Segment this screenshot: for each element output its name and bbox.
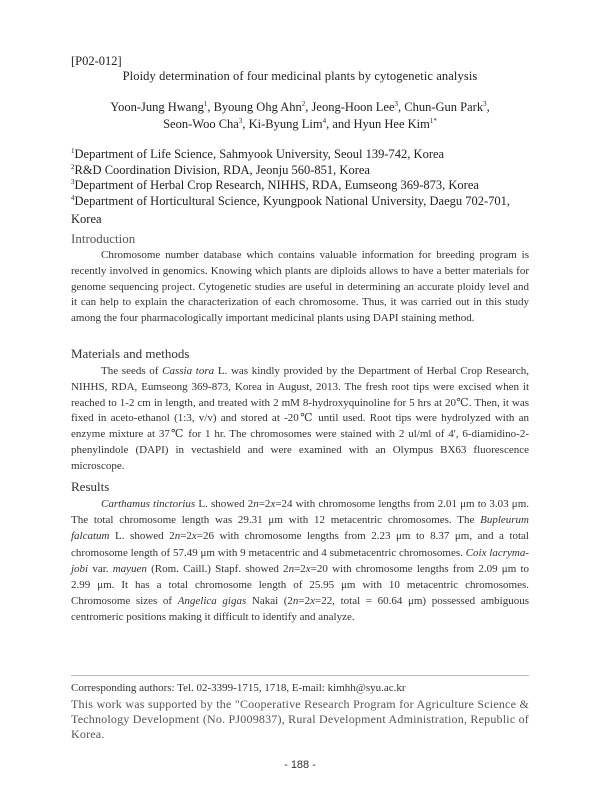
text-run: (Rom. Caill.) Stapf. showed 2 [146, 562, 289, 575]
symbol-x: x [191, 530, 197, 543]
results-paragraph [71, 496, 529, 626]
affiliation-text: Department of Herbal Crop Research, NIHHS, RDA, Eumseong 369-873, Korea [74, 178, 479, 192]
abstract-code: [P02-012] [71, 54, 122, 68]
section-heading-introduction: Introduction [71, 231, 136, 246]
text-run: =20 with chromosome lengths from 2.09 μm to 2.99 μm. It has a total chromosome length of 25.95 μm with 10 metacentric chromosomes. Chromosome sizes of [71, 562, 529, 608]
section-heading-methods: Materials and methods [71, 346, 190, 361]
affiliation-sup: 3 [71, 177, 75, 186]
text-run: =2 [258, 498, 271, 510]
affiliation [71, 194, 510, 209]
species-name: Carthamus tinctorius [101, 498, 196, 510]
page-number: - 188 - [284, 759, 316, 771]
text-run: =24 with chromosome lengths from 2.01 μm to 3.03 μm. The total chromosome length was 29.31 μm with 12 metacentric chromosomes. The [71, 498, 530, 527]
author-line-1: Yoon-Jung Hwang$^1$, Byoung Ohg Ahn$^2$, Jeong-Hoon Lee$^3$, Chun-Gun Park$^3$, [110, 99, 490, 114]
author-sup: 3 [394, 99, 398, 108]
symbol-n: n [288, 562, 295, 575]
corresponding-authors: Corresponding authors: Tel. 02-3399-1715, 1718, E-mail: kimhh@syu.ac.kr [71, 682, 406, 694]
symbol-x: x [310, 595, 316, 608]
methods-paragraph [71, 364, 529, 475]
author-line-2: Seon-Woo Cha$^3$, Ki-Byung Lim$^4$, and Hyun Hee Kim$^{1*}$ [163, 116, 437, 131]
author-sup: 4 [322, 116, 327, 125]
author-name: Byoung Ohg Ahn [213, 100, 302, 114]
introduction-paragraph [71, 248, 529, 327]
author-sup: 3 [238, 116, 243, 125]
funding-acknowledgement: This work was supported by the "Cooperative Research Program for Agriculture Science & Technology Development (No. PJ009837), Rural Development Administration, Republic of Korea. [71, 697, 529, 741]
symbol-n: n [253, 498, 259, 510]
species-name: Angelica gigas [177, 595, 247, 608]
author-sup: 1 [203, 99, 208, 108]
author-sup: 2 [301, 99, 306, 108]
paper-title: Ploidy determination of four medicinal plants by cytogenetic analysis [122, 69, 478, 83]
affiliation-text: R&D Coordination Division, RDA, Jeonju 560-851, Korea [74, 163, 370, 177]
text-run: =2 [298, 595, 311, 608]
text-run: var. [88, 562, 113, 575]
author-name: Jeong-Hoon Lee [311, 100, 395, 114]
text-run: =2 [294, 562, 306, 575]
introduction-text: Chromosome number database which contains valuable information for breeding program is recently involved in genomics. Knowing which plants are diploids allows to have a better materials for genome sequencing project. Cytogenetic studies are useful in determining an accurate ploidy level and it can help to explain the characterization of each chromosome. Thus, it was carried out in this study among the four pharmacologically important medicinal plants using DAPI staining method. [71, 249, 529, 325]
symbol-n: n [174, 530, 181, 543]
affiliation [71, 147, 444, 162]
species-name: Coix lacryma-jobi [71, 546, 530, 575]
author-name: Hyun Hee Kim [353, 117, 430, 131]
text-run: L. showed 2 [109, 530, 175, 543]
author-name: Chun-Gun Park [404, 100, 484, 114]
section-heading-results: Results [71, 479, 110, 494]
author-sup: 3 [483, 99, 487, 108]
results-text [71, 496, 529, 626]
species-name: mayuen [112, 562, 147, 575]
affiliation-sup: 1 [71, 146, 75, 155]
affiliation-continuation: Korea [71, 212, 102, 226]
affiliation-text: Department of Horticultural Science, Kyungpook National University, Daegu 702-701, [74, 194, 511, 208]
author-name: Seon-Woo Cha [163, 117, 239, 131]
text-run: Nakai (2 [246, 595, 293, 608]
text-run: =22, total = 60.64 μm) possessed ambiguous centromeric positions making it difficult to identify and analyze. [71, 595, 529, 624]
author-name: Ki-Byung Lim [248, 117, 323, 131]
author-sup: 1* [429, 116, 437, 125]
affiliation-sup: 4 [71, 193, 75, 202]
text-run: L. was kindly provided by the Department of Herbal Crop Research, NIHHS, RDA, Eumseong 369-873, Korea in August, 2013. The fresh root tips were excised when it reached to 1-2 cm in length, and treated with 2 mM 8-hydroxyquinoline for 5 hrs at 20℃. Then, it was fixed in aceto-ethanol (1:3, v/v) and stored at -20℃ until used. Root tips were hydrolyzed with an enzyme mixture at 37℃ for 1 hr. The chromosomes were stained with 2 ul/ml of 4', 6-diamidino-2-phenylindole (DAPI) in vectashield and were examined with an Olympus BX63 fluorescence microscope. [71, 365, 529, 472]
species-name: Cassia tora [162, 365, 215, 377]
author-and: and [332, 117, 351, 131]
species-name: Bupleurum falcatum [71, 514, 529, 543]
methods-text [71, 364, 529, 475]
symbol-x: x [305, 562, 311, 575]
affiliation-text: Department of Life Science, Sahmyook University, Seoul 139-742, Korea [74, 147, 445, 161]
affiliation [71, 178, 479, 193]
affiliation-sup: 2 [71, 162, 75, 171]
text-run: The seeds of [101, 365, 163, 377]
text-run: =26 with chromosome lengths from 2.23 μm to 8.37 μm, and a total chromosome length of 57.49 μm with 9 metacentric and 4 submetacentric chromosomes. [71, 530, 529, 559]
author-name: Yoon-Jung Hwang [110, 100, 204, 114]
symbol-x: x [270, 498, 276, 510]
text-run: L. showed 2 [195, 498, 254, 510]
footnote-divider [71, 675, 529, 676]
text-run: =2 [180, 530, 192, 543]
symbol-n: n [292, 595, 299, 608]
affiliation [71, 163, 370, 178]
